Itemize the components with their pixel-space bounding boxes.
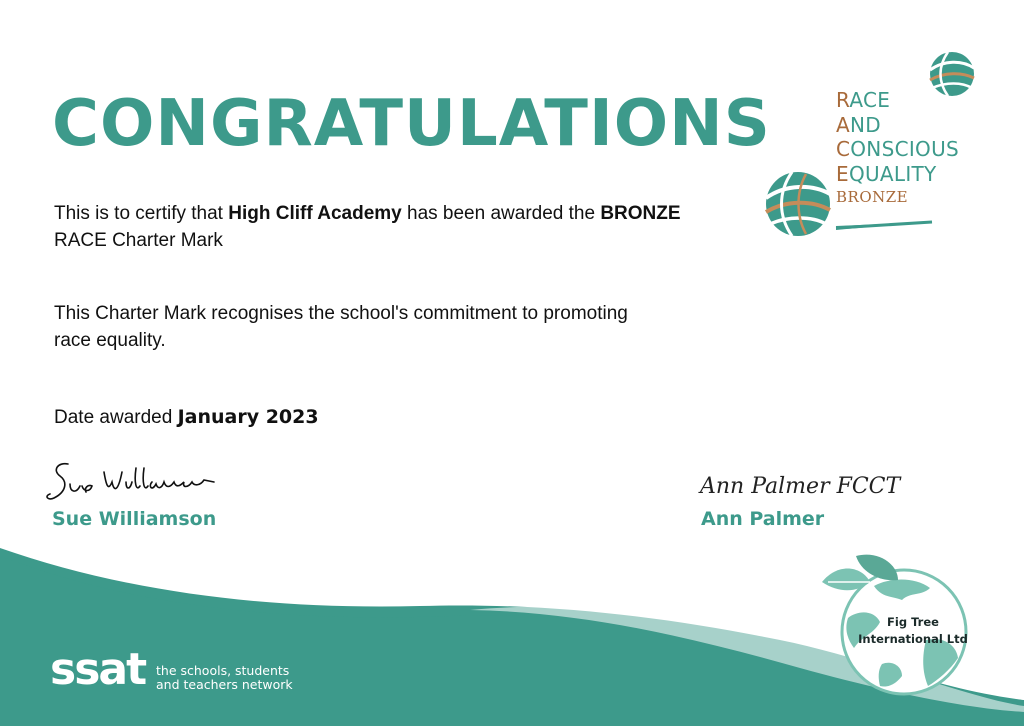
award-statement: This is to certify that High Cliff Academy has been awarded the BRONZE RACE Charter Mark [54,203,681,251]
ssat-tagline: the schools, students and teachers network [156,663,293,692]
signer-name-left: Sue Williamson [52,508,217,530]
race-level-badge: BRONZE [836,188,909,206]
certificate-title: CONGRATULATIONS [52,87,771,161]
signature-sue-williamson [44,458,224,508]
race-logo-text [836,88,959,186]
fig-tree-logo-text: Fig Tree International Ltd [858,615,968,646]
signer-name-right: Ann Palmer [701,508,825,530]
race-line-3: CONSCIOUS [836,137,960,161]
race-line-2: AND [836,112,881,137]
race-line-1: RACE [836,88,891,112]
signature-ann-palmer: Ann Palmer FCCT [700,474,901,499]
ssat-wordmark: ssat [50,644,146,695]
award-level: BRONZE [600,203,681,224]
award-date: January 2023 [177,406,319,428]
recognition-statement: This Charter Mark recognises the school's commitment to promoting race equality. [54,303,628,351]
date-awarded: Date awarded January 2023 [54,406,319,428]
ssat-logo [50,644,310,698]
race-line-4: EQUALITY [836,161,937,186]
school-name: High Cliff Academy [228,203,402,224]
